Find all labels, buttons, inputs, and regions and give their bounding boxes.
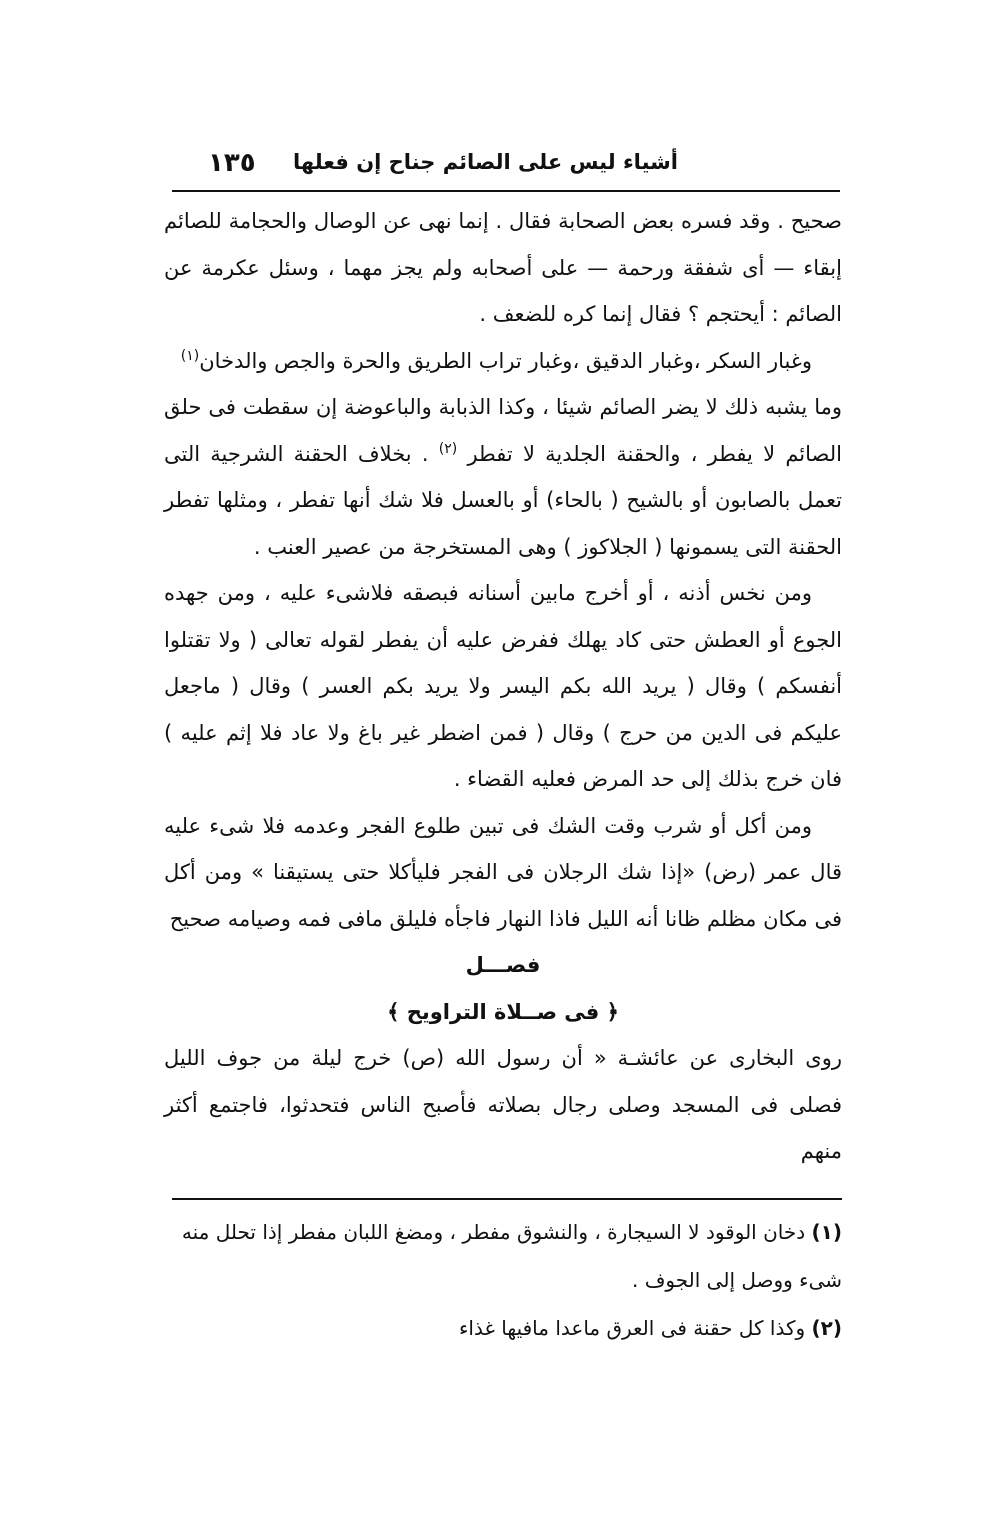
running-header xyxy=(180,148,678,188)
paragraph-text: وغبار السكر ،وغبار الدقيق ،وغبار تراب الطريق والحرة والجص والدخان xyxy=(199,348,812,373)
main-text xyxy=(164,198,842,1175)
paragraph: ومن أكل أو شرب وقت الشك فى تبين طلوع الفجر وعدمه فلا شىء عليه قال عمر (رض) «إذا شك الرجلان فى الفجر فليأكلا حتى يستيقنا » ومن أكل فى مكان مظلم ظانا أنه الليل فاذا النهار فاجأه فليلق مافى فمه وصيامه صحيح xyxy=(164,813,842,931)
footnote-marker: (١) xyxy=(180,347,200,364)
header-divider xyxy=(172,190,840,192)
footnote-divider xyxy=(172,1198,842,1200)
footnote xyxy=(164,1304,842,1352)
section-title: ﴿ فى صــلاة التراويح ﴾ xyxy=(387,999,619,1024)
paragraph-text: وما يشبه ذلك لا يضر الصائم شيئا ، وكذا الذبابة والباعوضة إن سقطت فى حلق الصائم لا يفطر ، والحقنة الجلدية لا تفطر xyxy=(164,395,842,466)
page-number: ١٣٥ xyxy=(208,148,256,178)
paragraph: روى البخارى عن عائشـة « أن رسول الله (ص) خرج ليلة من جوف الليل فصلى فى المسجد وصلى رجال بصلاته فأصبح الناس فتحدثوا، فاجتمع أكثر منهم xyxy=(164,1046,842,1163)
running-title: أشياء ليس على الصائم جناح إن فعلها xyxy=(292,150,678,174)
footnote-number: (١) xyxy=(811,1220,842,1244)
paragraph xyxy=(164,338,842,385)
footnote-marker: (٢) xyxy=(438,440,458,457)
footnotes xyxy=(164,1208,842,1352)
paragraph-text: . بخلاف الحقنة الشرجية التى تعمل بالصابون أو بالشيح ( بالحاء) أو بالعسل فلا شك أنها تفطر ، ومثلها تفطر الحقنة التى يسمونها ( الجلاكوز ) وهى المستخرجة من عصير العنب . xyxy=(164,441,842,559)
footnote-text: دخان الوقود لا السيجارة ، والنشوق مفطر ، ومضغ اللبان مفطر إذا تحلل منه شىء ووصل إلى الجوف . xyxy=(181,1220,842,1292)
paragraph: ومن نخس أذنه ، أو أخرج مابين أسنانه فبصقه فلاشىء عليه ، ومن جهده الجوع أو العطش حتى كاد يهلك ففرض عليه أن يفطر لقوله تعالى ( ولا تقتلوا أنفسكم ) وقال ( يريد الله بكم اليسر ولا يريد بكم العسر ) وقال ( ماجعل عليكم فى الدين من حرج ) وقال ( فمن اضطر غير باغ ولا عاد فلا إثم عليه ) فان خرج بذلك إلى حد المرض فعليه القضاء . xyxy=(164,581,842,791)
footnote-number: (٢) xyxy=(811,1316,842,1340)
paragraph xyxy=(164,384,842,570)
section-label: فصـــل xyxy=(465,953,541,977)
footnote-text: وكذا كل حقنة فى العرق ماعدا مافيها غذاء xyxy=(458,1316,806,1340)
footnote xyxy=(164,1208,842,1304)
paragraph: صحيح . وقد فسره بعض الصحابة فقال . إنما نهى عن الوصال والحجامة للصائم إبقاء — أى شفقة ورحمة — على أصحابه ولم يجز مهما ، وسئل عكرمة عن الصائم : أيحتجم ؟ فقال إنما كره للضعف . xyxy=(164,209,842,326)
